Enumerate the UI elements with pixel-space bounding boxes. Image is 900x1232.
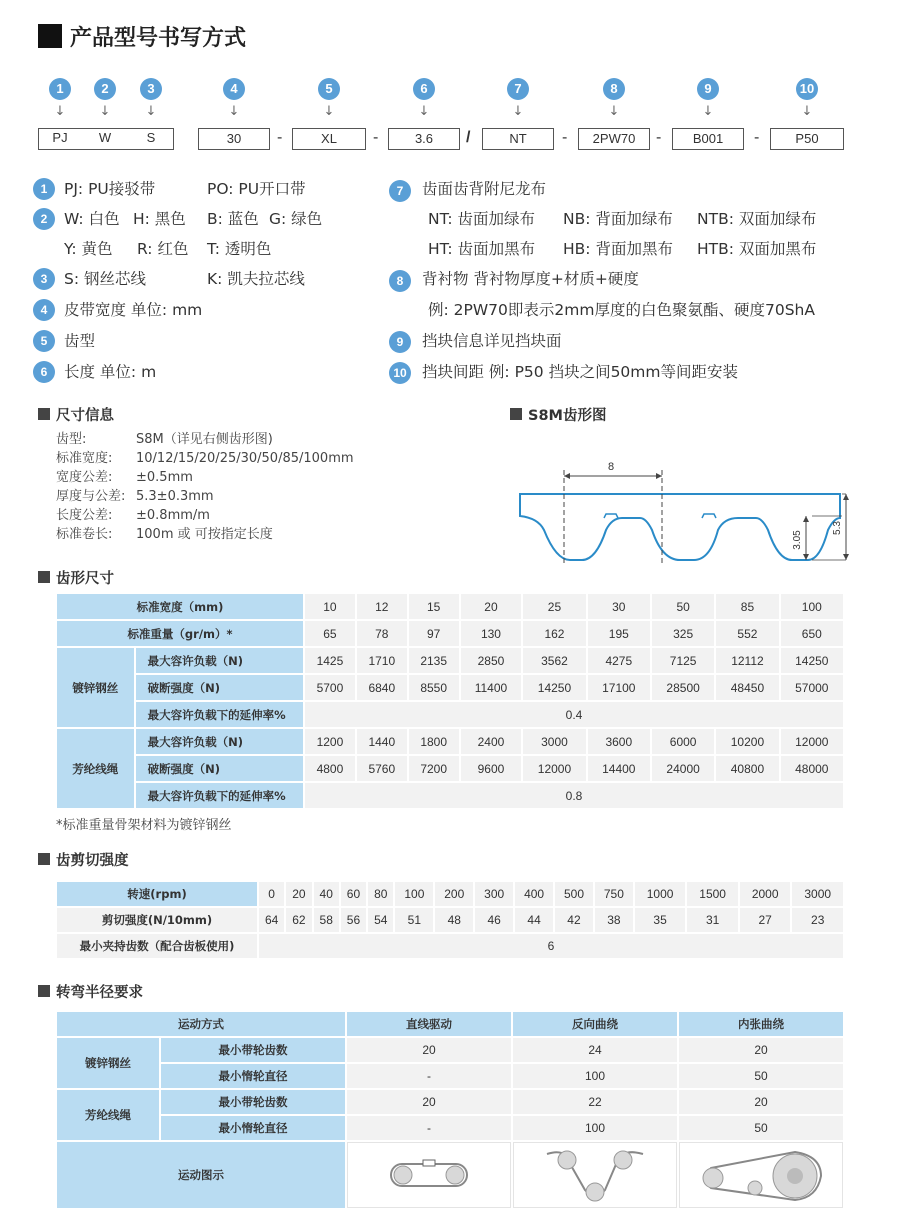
table-row [57,882,843,906]
spec-value: 10/12/15/20/25/30/50/85/100mm [136,451,354,466]
table-cell: 5760 [357,756,407,781]
table-cell: 17100 [588,675,650,700]
group-header: 芳纶线绳 [57,729,134,808]
table-cell: 57000 [781,675,843,700]
legend-text: HTB: 双面加黑布 [697,240,817,258]
code-number-badge: 7 [507,78,529,100]
legend-number-badge: 6 [33,361,55,383]
table-cell: 40800 [716,756,778,781]
table-row [57,1090,843,1114]
table-cell: 325 [652,621,714,646]
table-cell: 8550 [409,675,459,700]
table-row [57,675,843,700]
table-cell: 1440 [357,729,407,754]
table-cell: 2400 [461,729,522,754]
legend-text: NB: 背面加绿布 [563,210,673,228]
table-cell: 3562 [523,648,585,673]
table-row [57,1142,843,1208]
down-arrow-icon: ↓ [702,104,714,119]
table-cell: 12000 [781,729,843,754]
table-cell: 48000 [781,756,843,781]
legend-text: T: 透明色 [207,240,272,258]
table-row [57,1064,843,1088]
table-cell: 46 [475,908,513,932]
table-cell: 7200 [409,756,459,781]
bend-table-header: 转弯半径要求 [56,985,143,1001]
table-cell: 3000 [523,729,585,754]
table-cell: 4275 [588,648,650,673]
code-number-badge: 1 [49,78,71,100]
table-cell: 15 [409,594,459,619]
column-header: 运动方式 [57,1012,345,1036]
code-separator: / [466,129,471,146]
down-arrow-icon: ↓ [228,104,240,119]
table-cell: 162 [523,621,585,646]
size-info-header: 尺寸信息 [56,408,114,424]
legend-number-badge: 5 [33,330,55,352]
legend-text: W: 白色 [64,210,120,228]
table-cell: 2000 [740,882,791,906]
page-title: 产品型号书写方式 [70,26,247,51]
spec-key: 宽度公差: [56,470,113,485]
code-segment-box: S [146,130,156,145]
table-cell: 1500 [687,882,738,906]
down-arrow-icon: ↓ [54,104,66,119]
table-cell: 42 [555,908,593,932]
table-cell: 58 [314,908,339,932]
table-row [57,648,843,673]
section-square [38,853,50,865]
table-cell: 50 [679,1116,843,1140]
row-header: 标准重量（gr/m）* [57,621,303,646]
down-arrow-icon: ↓ [323,104,335,119]
legend-text: PJ: PU接驳带 [64,180,156,198]
code-number-badge: 6 [413,78,435,100]
row-header: 最大容许负载（N) [136,729,303,754]
section-square [38,571,50,583]
legend-text: 背衬物 背衬物厚度+材质+硬度 [422,270,639,288]
table-cell: 30 [588,594,650,619]
legend-text: PO: PU开口带 [207,180,306,198]
table-cell: 85 [716,594,778,619]
table-cell: 7125 [652,648,714,673]
code-number-badge: 10 [796,78,818,100]
code-number-badge: 2 [94,78,116,100]
down-arrow-icon: ↓ [145,104,157,119]
table-cell: 6840 [357,675,407,700]
code-segment-box: 30 [198,128,270,150]
code-separator: - [754,129,760,146]
table-cell: 0.4 [305,702,843,727]
legend-number-badge: 8 [389,270,411,292]
table-cell: 1710 [357,648,407,673]
legend-text: K: 凯夫拉芯线 [207,270,305,288]
table-cell: 54 [368,908,393,932]
row-header: 最小带轮齿数 [161,1038,345,1062]
table-cell: 4800 [305,756,355,781]
spec-value: S8M（详见右侧齿形图) [136,432,273,447]
table-cell: 22 [513,1090,677,1114]
row-header: 最小惰轮直径 [161,1064,345,1088]
table-cell: 50 [652,594,714,619]
table-cell: 552 [716,621,778,646]
code-number-badge: 5 [318,78,340,100]
row-header: 破断强度（N) [136,756,303,781]
section-square [38,408,50,420]
legend-number-badge: 2 [33,208,55,230]
table-cell: 65 [305,621,355,646]
table-cell: 3000 [792,882,843,906]
table-cell: 2850 [461,648,522,673]
spec-key: 标准宽度: [56,451,113,466]
row-header: 最小惰轮直径 [161,1116,345,1140]
table-cell: 20 [347,1038,511,1062]
row-header: 剪切强度(N/10mm) [57,908,257,932]
group-header: 镀锌钢丝 [57,648,134,727]
table-cell: 14400 [588,756,650,781]
table-note: *标准重量骨架材料为镀锌钢丝 [56,818,232,833]
table-row [57,756,843,781]
table-cell: 48 [435,908,473,932]
column-header: 内张曲绕 [679,1012,843,1036]
table-cell: 1200 [305,729,355,754]
table-cell: 27 [740,908,791,932]
bend-radius-table [55,1010,845,1210]
table-cell: 38 [595,908,633,932]
table-cell: 31 [687,908,738,932]
table-cell: 2135 [409,648,459,673]
table-cell: 6 [259,934,843,958]
code-segment-box: 3.6 [388,128,460,150]
table-cell: 5700 [305,675,355,700]
table-cell: 12112 [716,648,778,673]
table-cell: 20 [347,1090,511,1114]
table-cell: 100 [395,882,433,906]
spec-key: 厚度与公差: [56,489,126,504]
table-cell: 400 [515,882,553,906]
table-cell: 20 [286,882,311,906]
table-cell: 200 [435,882,473,906]
table-cell: 500 [555,882,593,906]
table-cell: 35 [635,908,686,932]
group-header: 芳纶线绳 [57,1090,159,1140]
table-cell: 78 [357,621,407,646]
code-separator: - [277,129,283,146]
tooth-table-header: 齿形尺寸 [56,571,114,587]
legend-text: HT: 齿面加黑布 [428,240,536,258]
table-cell: 64 [259,908,284,932]
down-arrow-icon: ↓ [418,104,430,119]
table-row [57,1116,843,1140]
row-header: 运动图示 [57,1142,345,1208]
code-separator: - [373,129,379,146]
table-cell: 60 [341,882,366,906]
table-cell: - [347,1116,511,1140]
section-square [38,985,50,997]
legend-text: Y: 黄色 [64,240,113,258]
table-cell: 6000 [652,729,714,754]
spec-value: ±0.5mm [136,470,193,485]
table-cell: 0.8 [305,783,843,808]
legend-text: B: 蓝色 [207,210,259,228]
profile-header: S8M齿形图 [528,408,607,424]
table-cell: 300 [475,882,513,906]
code-number-badge: 3 [140,78,162,100]
spec-key: 长度公差: [56,508,113,523]
table-cell: 1800 [409,729,459,754]
legend-text: 皮带宽度 单位: mm [64,301,203,319]
legend-text: 挡块信息详见挡块面 [422,332,562,350]
table-cell: 48450 [716,675,778,700]
table-cell: 100 [781,594,843,619]
table-cell: 28500 [652,675,714,700]
code-segment-box: B001 [672,128,744,150]
table-cell: 650 [781,621,843,646]
table-cell: 62 [286,908,311,932]
table-cell: 12 [357,594,407,619]
down-arrow-icon: ↓ [99,104,111,119]
table-cell: 100 [513,1064,677,1088]
legend-text: 齿型 [64,332,96,350]
group-header: 镀锌钢丝 [57,1038,159,1088]
legend-text: H: 黑色 [133,210,186,228]
legend-text: NTB: 双面加绿布 [697,210,817,228]
row-header: 最小夹持齿数（配合齿板使用) [57,934,257,958]
down-arrow-icon: ↓ [512,104,524,119]
table-row [57,783,843,808]
table-cell: 10 [305,594,355,619]
table-cell: 750 [595,882,633,906]
table-cell: 51 [395,908,433,932]
table-cell: 80 [368,882,393,906]
table-cell: 12000 [523,756,585,781]
row-header: 转速(rpm) [57,882,257,906]
table-row [57,621,843,646]
legend-number-badge: 1 [33,178,55,200]
legend-text: 挡块间距 例: P50 挡块之间50mm等间距安装 [422,363,738,381]
tooth-dimension-table [55,592,845,810]
table-row [57,1012,843,1036]
code-segment-box: XL [292,128,366,150]
legend-text: HB: 背面加黑布 [563,240,673,258]
table-cell: 14250 [781,648,843,673]
title-square [38,24,62,48]
inner-bend-diagram [679,1142,843,1208]
table-cell: 1000 [635,882,686,906]
table-cell: 3600 [588,729,650,754]
table-cell: 56 [341,908,366,932]
code-group-box [38,128,174,150]
table-cell: 23 [792,908,843,932]
table-cell: 130 [461,621,522,646]
row-header: 破断强度（N) [136,675,303,700]
code-separator: - [656,129,662,146]
table-cell: 24000 [652,756,714,781]
table-cell: 44 [515,908,553,932]
pitch-dimension: 8 [607,461,615,473]
code-segment-box: PJ [52,130,68,145]
legend-text: 齿面齿背附尼龙布 [422,180,547,198]
table-cell: 50 [679,1064,843,1088]
total-thickness-dimension: 5.3 [832,521,843,535]
row-header: 标准宽度（mm) [57,594,303,619]
row-header: 最大容许负载下的延伸率% [136,783,303,808]
row-header: 最小带轮齿数 [161,1090,345,1114]
table-cell: 10200 [716,729,778,754]
table-cell: - [347,1064,511,1088]
table-row [57,908,843,932]
section-square [510,408,522,420]
table-cell: 20 [679,1038,843,1062]
down-arrow-icon: ↓ [608,104,620,119]
linear-drive-diagram [347,1142,511,1208]
code-segment-box: NT [482,128,554,150]
spec-value: 100m 或 可按指定长度 [136,527,273,542]
column-header: 反向曲绕 [513,1012,677,1036]
table-cell: 24 [513,1038,677,1062]
table-cell: 9600 [461,756,522,781]
table-row [57,729,843,754]
shear-strength-table [55,880,845,960]
table-cell: 0 [259,882,284,906]
s8m-tooth-profile-diagram [512,456,862,572]
row-header: 最大容许负载（N) [136,648,303,673]
table-cell: 195 [588,621,650,646]
table-cell: 14250 [523,675,585,700]
row-header: 最大容许负载下的延伸率% [136,702,303,727]
code-segment-box: W [98,130,112,145]
table-cell: 11400 [461,675,522,700]
reverse-bend-diagram [513,1142,677,1208]
legend-number-badge: 10 [389,362,411,384]
code-number-badge: 9 [697,78,719,100]
legend-text: NT: 齿面加绿布 [428,210,536,228]
code-separator: - [562,129,568,146]
code-segment-box: P50 [770,128,844,150]
legend-text: 长度 单位: m [64,363,157,381]
table-cell: 25 [523,594,585,619]
spec-value: ±0.8mm/m [136,508,210,523]
table-cell: 1425 [305,648,355,673]
legend-number-badge: 3 [33,268,55,290]
table-row [57,702,843,727]
legend-text: R: 红色 [137,240,189,258]
spec-key: 齿型: [56,432,87,447]
spec-key: 标准卷长: [56,527,113,542]
legend-text: S: 钢丝芯线 [64,270,146,288]
legend-example: 例: 2PW70即表示2mm厚度的白色聚氨酯、硬度70ShA [428,301,815,319]
table-row [57,594,843,619]
table-cell: 20 [461,594,522,619]
table-cell: 40 [314,882,339,906]
shear-table-header: 齿剪切强度 [56,853,129,869]
legend-number-badge: 7 [389,180,411,202]
legend-number-badge: 4 [33,299,55,321]
table-row [57,1038,843,1062]
code-number-badge: 4 [223,78,245,100]
code-segment-box: 2PW70 [578,128,650,150]
table-cell: 100 [513,1116,677,1140]
spec-value: 5.3±0.3mm [136,489,214,504]
legend-number-badge: 9 [389,331,411,353]
table-cell: 97 [409,621,459,646]
down-arrow-icon: ↓ [801,104,813,119]
table-row [57,934,843,958]
code-number-badge: 8 [603,78,625,100]
column-header: 直线驱动 [347,1012,511,1036]
legend-text: G: 绿色 [269,210,323,228]
table-cell: 20 [679,1090,843,1114]
tooth-height-dimension: 3.05 [792,530,803,550]
